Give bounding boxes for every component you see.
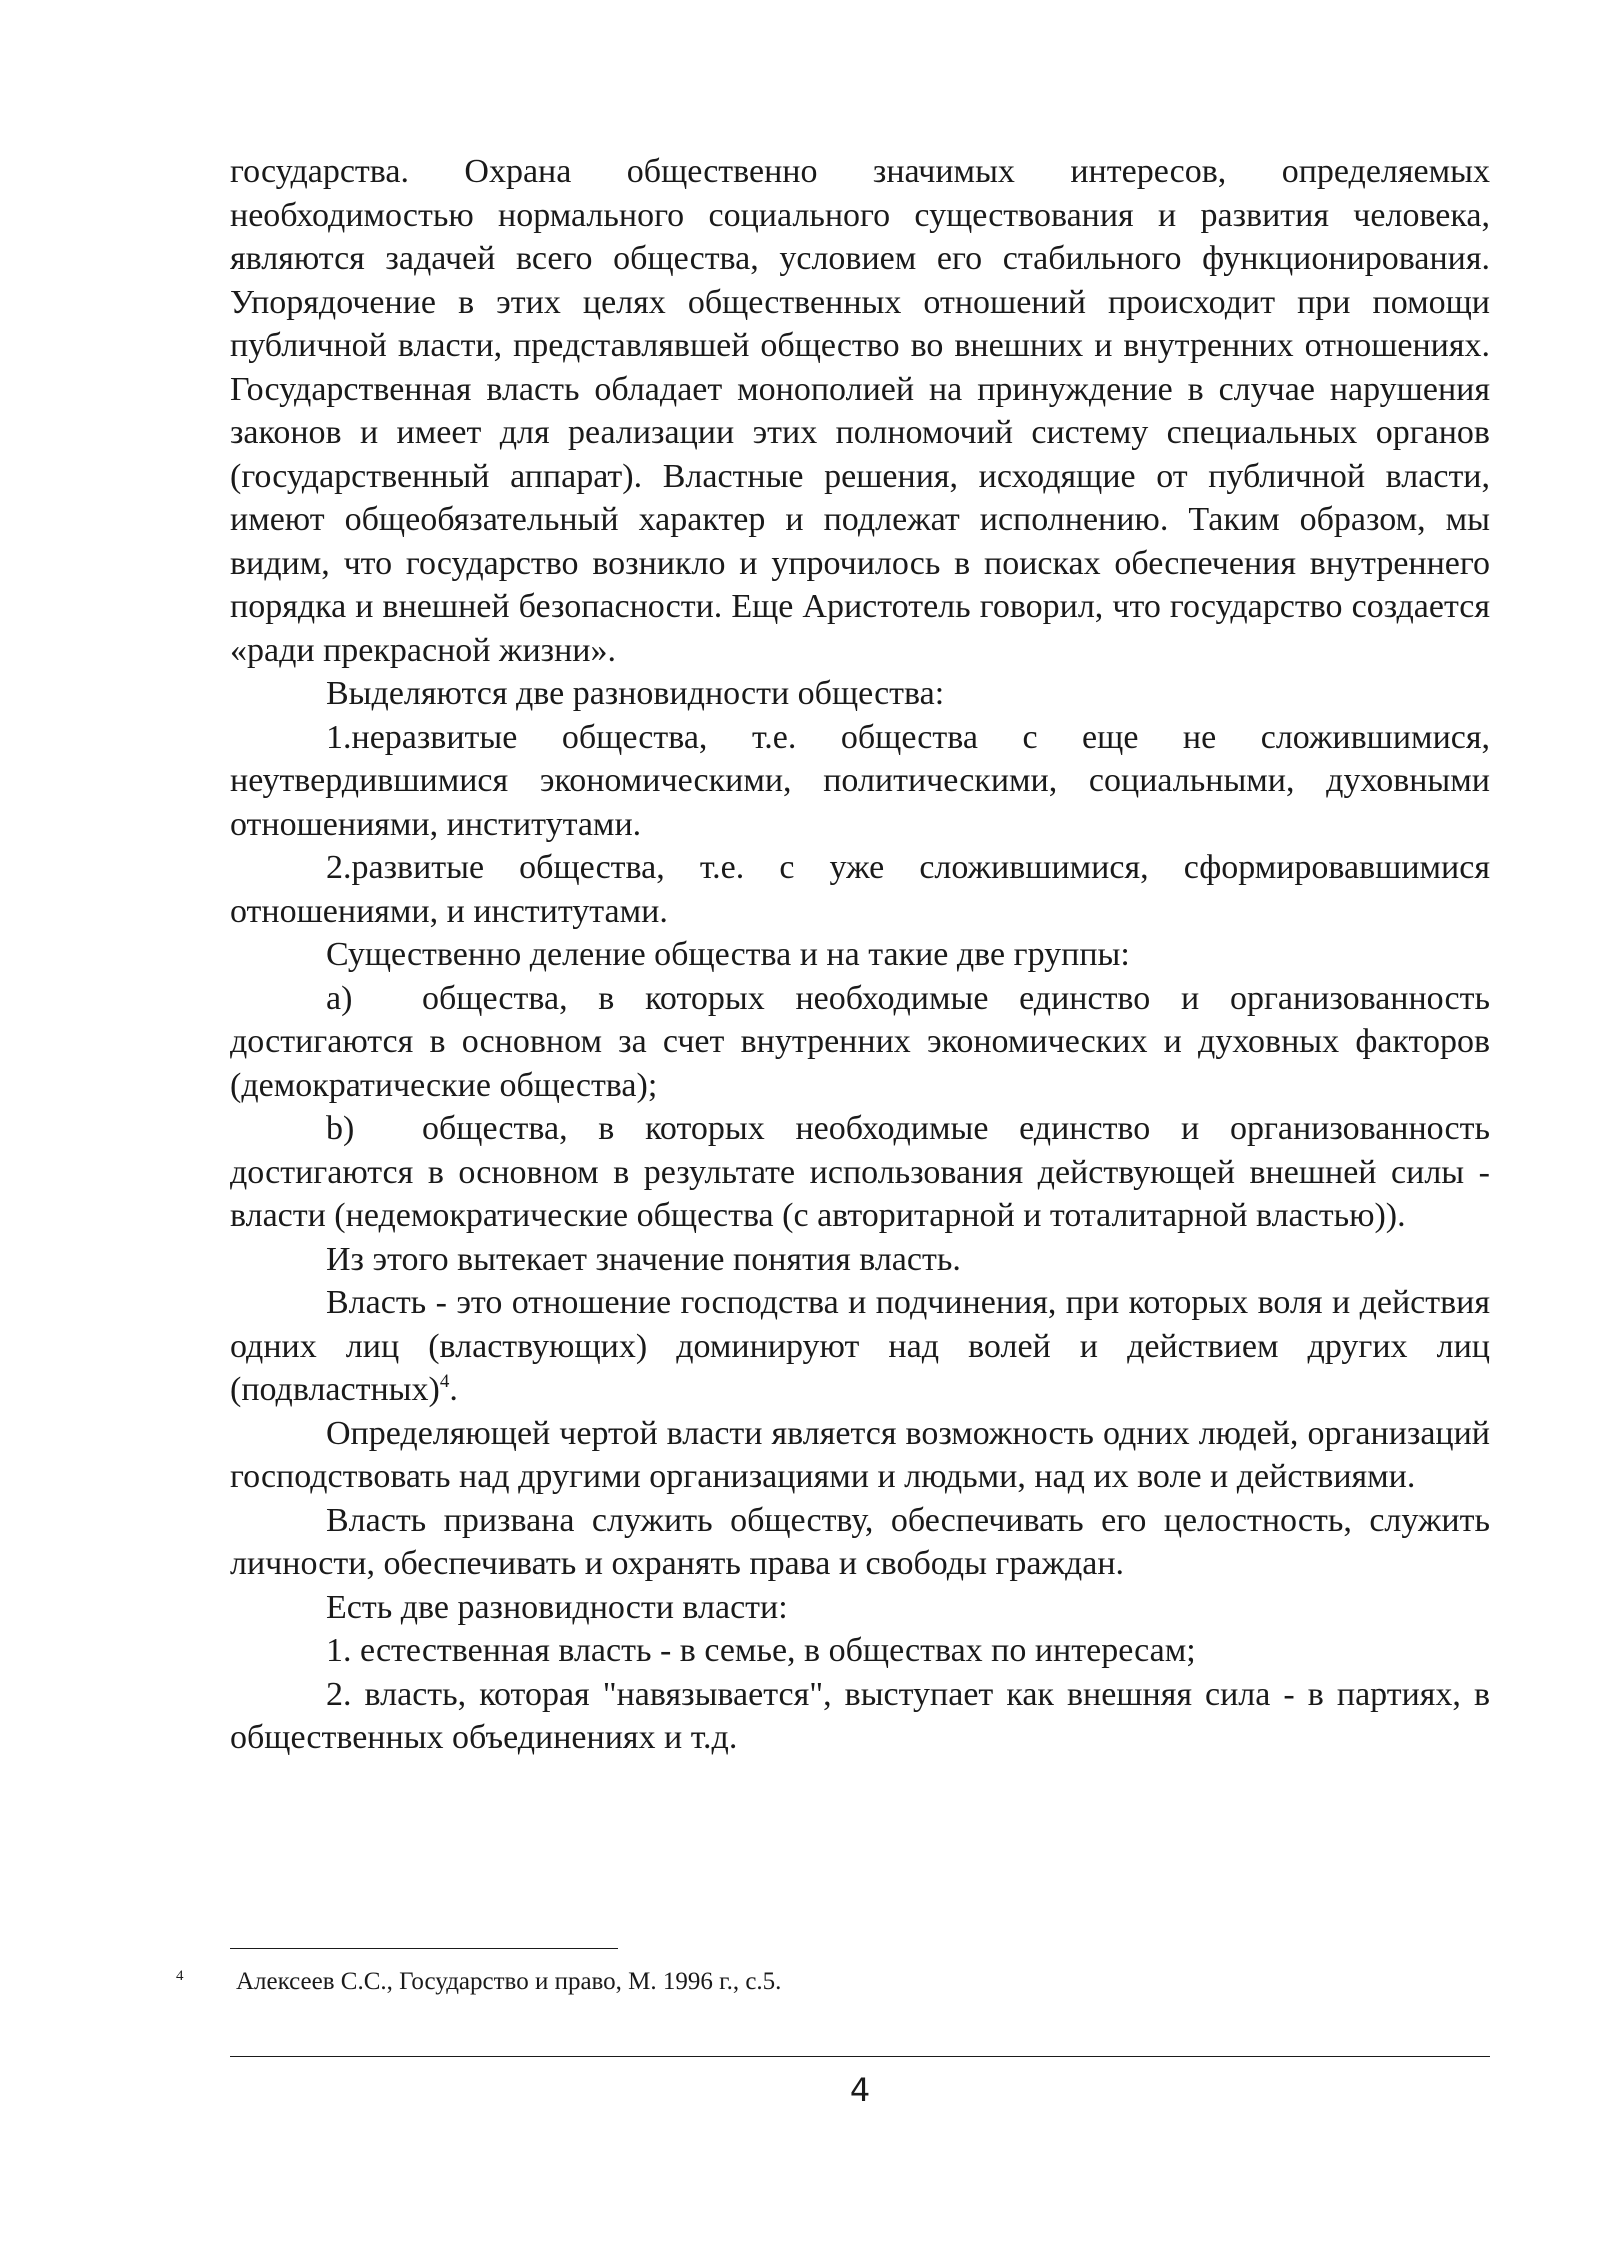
list-item-text: общества, в которых необходимые единство и организованность достигаются в основном в результате использования действующей внешней силы - власти (недемократические общества (с авторитарной и тоталитарной властью)). [230,1110,1490,1234]
paragraph: государства. Охрана общественно значимых интересов, определяемых необходимостью нормального социального существования и развития человека, являются задачей всего общества, условием его стабильного функционирования. Упорядочение в этих целях общественных отношений происходит при помощи публичной власти, представлявшей общество во внешних и внутренних отношениях. Государственная власть обладает монополией на принуждение в случае нарушения законов и имеет для реализации этих полномочий систему специальных органов (государственный аппарат). Властные решения, исходящие от публичной власти, имеют общеобязательный характер и подлежат исполнению. Таким образом, мы видим, что государство возникло и упрочилось в поисках обеспечения внутреннего порядка и внешней безопасности. Еще Аристотель говорил, что государство создается «ради прекрасной жизни». [230,153,1490,669]
paragraph: Выделяются две разновидности общества: [326,675,945,712]
list-item: 2. власть, которая "навязывается", выступает как внешняя сила - в партиях, в общественных объединениях и т.д. [230,1675,1490,1756]
list-item-text: общества, в которых необходимые единство и организованность достигаются в основном за счет внутренних экономических и духовных факторов (демократические общества); [230,979,1490,1104]
list-item-b [230,1107,1490,1238]
footnote-mark: 4 [176,1968,184,1984]
paragraph: Из этого вытекает значение понятия власть. [326,1240,961,1278]
body-text [230,150,1490,1760]
paragraph: Власть призвана служить обществу, обеспечивать его целостность, служить личности, обеспечивать и охранять права и свободы граждан. [230,1501,1490,1582]
page-number: 4 [849,2071,871,2109]
footnote-text: Алексеев С.С., Государство и право, М. 1996 г., с.5. [236,1968,782,1995]
paragraph-with-footnote [230,1281,1490,1412]
list-marker: a) [326,979,353,1017]
list-item: 1.неразвитые общества, т.е. общества с еще не сложившимися, неутвердившимися экономическими, политическими, социальными, духовными отношениями, институтами. [230,718,1490,843]
footer-divider [230,2056,1490,2057]
paragraph-text: Власть - это отношение господства и подчинения, при которых воля и действия одних лиц (властвующих) доминируют над волей и действием других лиц (подвластных) [230,1284,1490,1408]
list-item: 2.развитые общества, т.е. с уже сложившимися, сформировавшимися отношениями, и институтами. [230,849,1490,930]
list-item-a [230,977,1490,1108]
footnote-reference[interactable]: 4 [439,1371,450,1392]
paragraph: Определяющей чертой власти является возможность одних людей, организаций господствовать над другими организациями и людьми, над их воле и действиями. [230,1414,1490,1495]
list-item: 1. естественная власть - в семье, в обществах по интересам; [326,1632,1196,1669]
paragraph-tail: . [449,1371,458,1408]
footnote-separator [230,1948,618,1949]
list-marker: b) [326,1110,355,1147]
paragraph: Существенно деление общества и на такие две группы: [326,936,1130,973]
paragraph: Есть две разновидности власти: [326,1588,788,1626]
